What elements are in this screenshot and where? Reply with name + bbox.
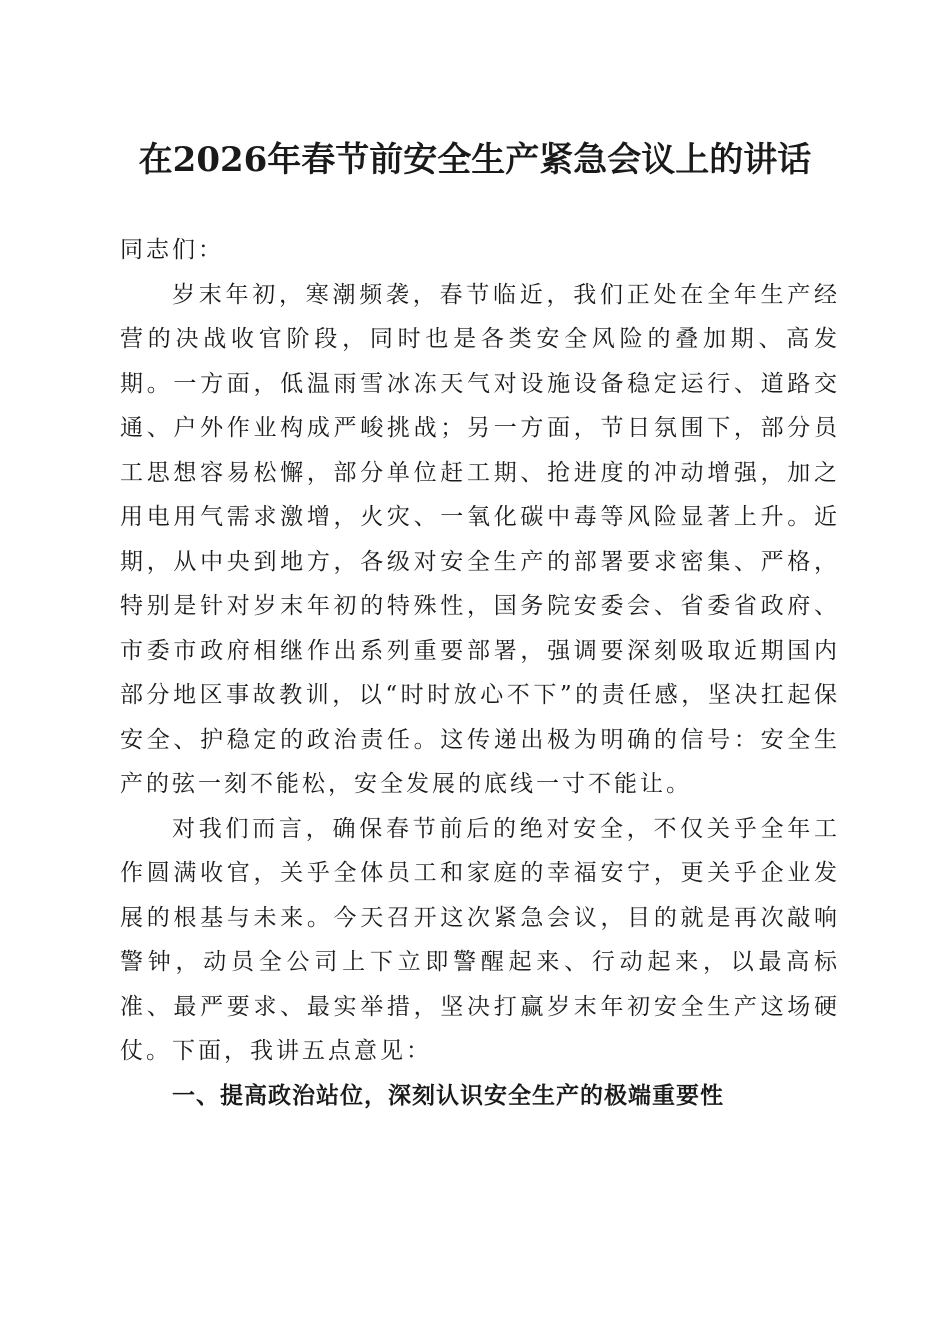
paragraph-2: 对我们而言，确保春节前后的绝对安全，不仅关乎全年工作圆满收官，关乎全体员工和家庭的幸福安宁，更关乎企业发展的根基与未来。今天召开这次紧急会议，目的就是再次敲响警钟，动员全公司上下立即警醒起来、行动起来，以最高标准、最严要求、最实举措，坚决打赢岁末年初安全生产这场硬仗。下面，我讲五点意见： [120, 815, 840, 1064]
paragraph-1: 岁末年初，寒潮频袭，春节临近，我们正处在全年生产经营的决战收官阶段，同时也是各类安全风险的叠加期、高发期。一方面，低温雨雪冰冻天气对设施设备稳定运行、道路交通、户外作业构成严峻挑战；另一方面，节日氛围下，部分员工思想容易松懈，部分单位赶工期、抢进度的冲动增强，加之用电用气需求激增，火灾、一氧化碳中毒等风险显著上升。近期，从中央到地方，各级对安全生产的部署要求密集、严格，特别是针对岁末年初的特殊性，国务院安委会、省委省政府、市委市政府相继作出系列重要部署，强调要深刻吸取近期国内部分地区事故教训，以“时时放心不下”的责任感，坚决扛起保安全、护稳定的政治责任。这传递出极为明确的信号：安全生产的弦一刻不能松，安全发展的底线一寸不能让。 [120, 281, 840, 797]
document-body [120, 228, 840, 1118]
section-heading: 一、提高政治站位，深刻认识安全生产的极端重要性 [172, 1082, 724, 1109]
salutation: 同志们： [120, 237, 224, 263]
document-title: 在2026年春节前安全生产紧急会议上的讲话 [138, 140, 812, 180]
